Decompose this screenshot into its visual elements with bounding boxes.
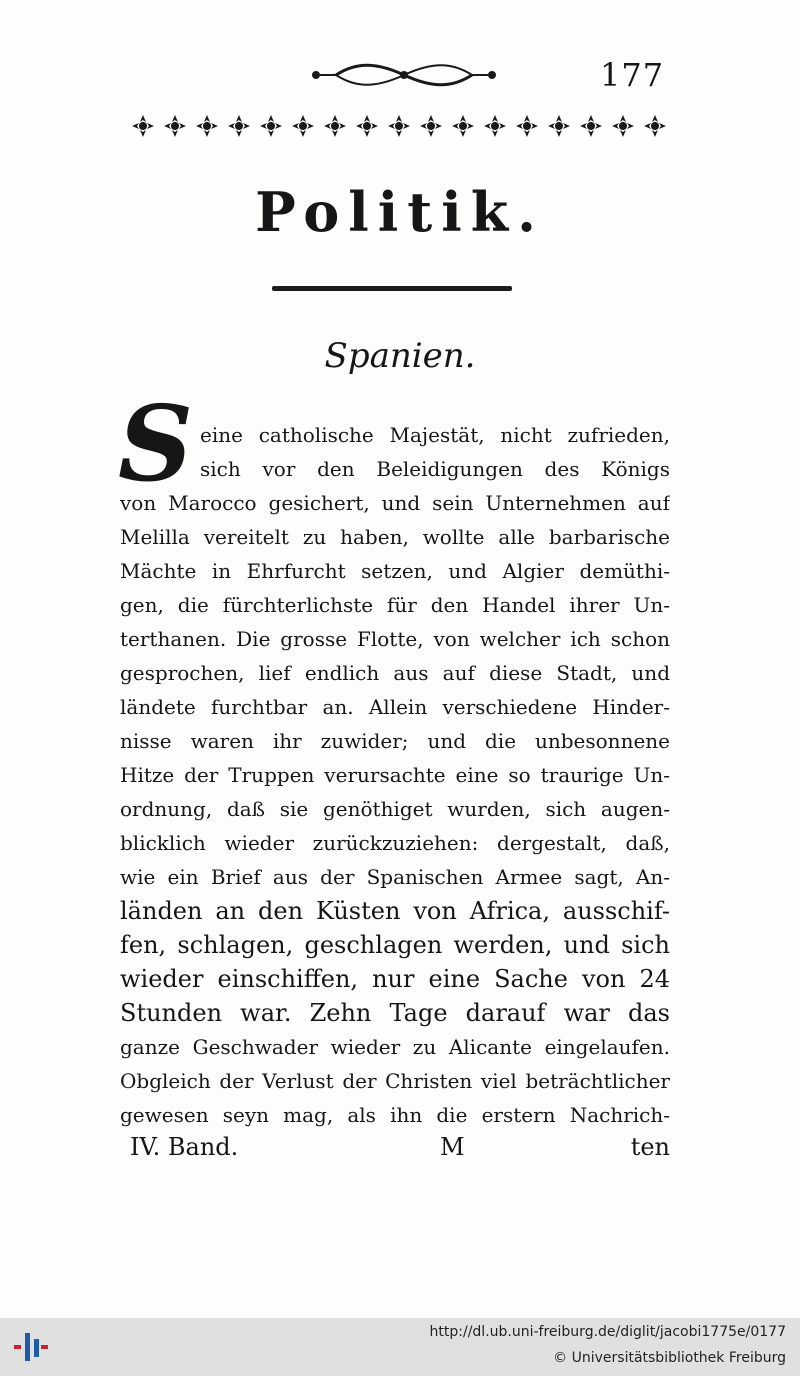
page-footer-line xyxy=(130,1130,670,1164)
text-line: Obgleich der Verlust der Christen viel beträchtlicher xyxy=(120,1069,670,1093)
text-line: Mächte in Ehrfurcht setzen, und Algier demüthi- xyxy=(120,559,670,583)
text-line: gesprochen, lief endlich aus auf diese Stadt, und xyxy=(120,661,670,685)
text-line: von Marocco gesichert, und sein Unternehmen auf xyxy=(120,491,670,515)
permalink-url[interactable]: http://dl.ub.uni-freiburg.de/diglit/jacobi1775e/0177 xyxy=(429,1324,786,1340)
text-line: terthanen. Die grosse Flotte, von welcher ich schon xyxy=(120,627,670,651)
text-line: wieder einschiffen, nur eine Sache von 24 xyxy=(120,965,670,993)
text-line: ländete furchtbar an. Allein verschiedene Hinder- xyxy=(120,695,670,719)
drop-cap: S xyxy=(118,382,194,505)
text-line: Stunden war. Zehn Tage darauf war das xyxy=(120,999,670,1027)
text-line: gewesen seyn mag, als ihn die erstern Nachrich- xyxy=(120,1103,670,1127)
text-line: blicklich wieder zurückzuziehen: dergestalt, daß, xyxy=(120,831,670,855)
text-line: ganze Geschwader wieder zu Alicante eingelaufen. xyxy=(120,1035,670,1059)
volume-label: IV. Band. xyxy=(130,1133,239,1161)
copyright-notice: © Universitätsbibliothek Freiburg xyxy=(553,1350,786,1366)
page-number: 177 xyxy=(600,56,665,94)
section-title: Politik. xyxy=(255,180,545,244)
text-line: sich vor den Beleidigungen des Königs xyxy=(200,457,670,481)
text-line: Melilla vereitelt zu haben, wollte alle barbarische xyxy=(120,525,670,549)
catchword: ten xyxy=(630,1133,670,1161)
text-line: eine catholische Majestät, nicht zufrieden, xyxy=(200,423,670,447)
viewer-footer-bar xyxy=(0,1318,800,1376)
text-line: ordnung, daß sie genöthiget wurden, sich augen- xyxy=(120,797,670,821)
text-line: Hitze der Truppen verursachte eine so traurige Un- xyxy=(120,763,670,787)
fleuron-border-icon xyxy=(130,113,670,139)
text-line: wie ein Brief aus der Spanischen Armee sagt, An- xyxy=(120,865,670,889)
ornament-vignette-icon xyxy=(306,58,502,92)
title-rule xyxy=(272,286,512,291)
signature-mark: M xyxy=(440,1133,465,1161)
text-line: nisse waren ihr zuwider; und die unbesonnene xyxy=(120,729,670,753)
text-line: länden an den Küsten von Africa, ausschif- xyxy=(120,897,670,925)
subheading: Spanien. xyxy=(324,336,476,376)
ub-freiburg-logo-icon[interactable] xyxy=(12,1329,50,1365)
text-line: fen, schlagen, geschlagen werden, und sich xyxy=(120,931,670,959)
text-line: gen, die fürchterlichste für den Handel ihrer Un- xyxy=(120,593,670,617)
